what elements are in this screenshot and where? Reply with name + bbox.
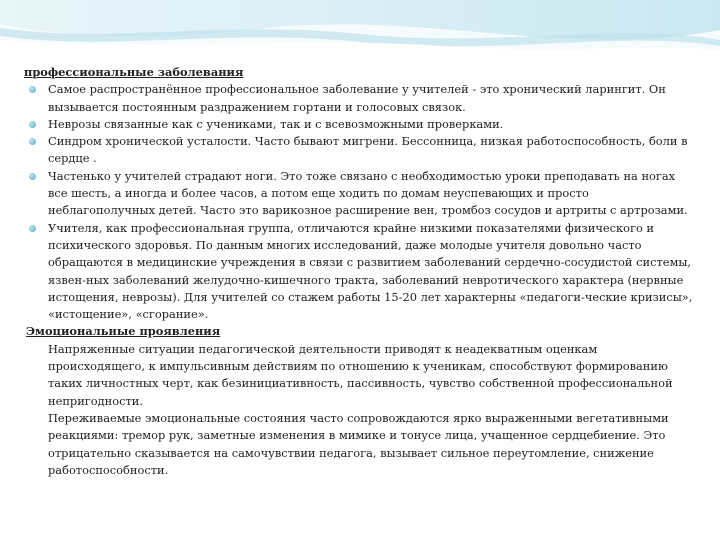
section-heading-occupational-diseases: профессиональные заболевания [24,65,244,79]
list-item: Самое распространённое профессиональное заболевание у учителей - это хронический ларингит. Он вызывается постоянным раздражением гортани и голосовых связок. [24,81,694,116]
bullet-icon [29,225,36,232]
slide-content [24,64,694,479]
paragraph: Переживаемые эмоциональные состояния часто сопровождаются ярко выраженными вегетативными реакциями: тремор рук, заметные изменения в мимике и тонусе лица, учащенное сердцебиение. Это отрицательно сказывается на самочувствии педагога, вызывает сильное переутомление, снижение работоспособности. [48,410,669,477]
bullet-icon [29,138,36,145]
list-item: Учителя, как профессиональная группа, отличаются крайне низкими показателями физического и психического здоровья. По данным многих исследований, даже молодые учителя довольно часто обращаются в медицинские учреждения в связи с развитием заболеваний сердечно-сосудистой системы, язвен-ных заболеваний желудочно-кишечного тракта, заболеваний невротического характера (нервные истощения, неврозы). Для учителей со стажем работы 15-20 лет характерны «педагоги-ческие кризисы», «истощение», «сгорание». [24,220,694,324]
bullet-icon [29,121,36,128]
diseases-list [24,81,694,323]
list-item: Частенько у учителей страдают ноги. Это тоже связано с необходимостью уроки преподавать на ногах все шесть, а иногда и более часов, а потом еще ходить по домам неуспевающих и просто неблагополучных детей. Часто это варикозное расширение вен, тромбоз сосудов и артриты с артрозами. [24,168,694,220]
list-item: Неврозы связанные как с учениками, так и с всевозможными проверками. [24,116,694,133]
list-item: Синдром хронической усталости. Часто бывают мигрени. Бессонница, низкая работоспособность, боли в сердце . [24,133,694,168]
section-heading-emotional-manifestations: Эмоциональные проявления [26,324,221,339]
bullet-icon [29,86,36,93]
paragraph: Напряженные ситуации педагогической деятельности приводят к неадекватным оценкам происходящего, к импульсивным действиям по отношению к ученикам, способствуют формированию таких личностных черт, как безинициативность, пассивность, чувство собственной профессиональной непригодности. [48,341,673,408]
bullet-icon [29,173,36,180]
